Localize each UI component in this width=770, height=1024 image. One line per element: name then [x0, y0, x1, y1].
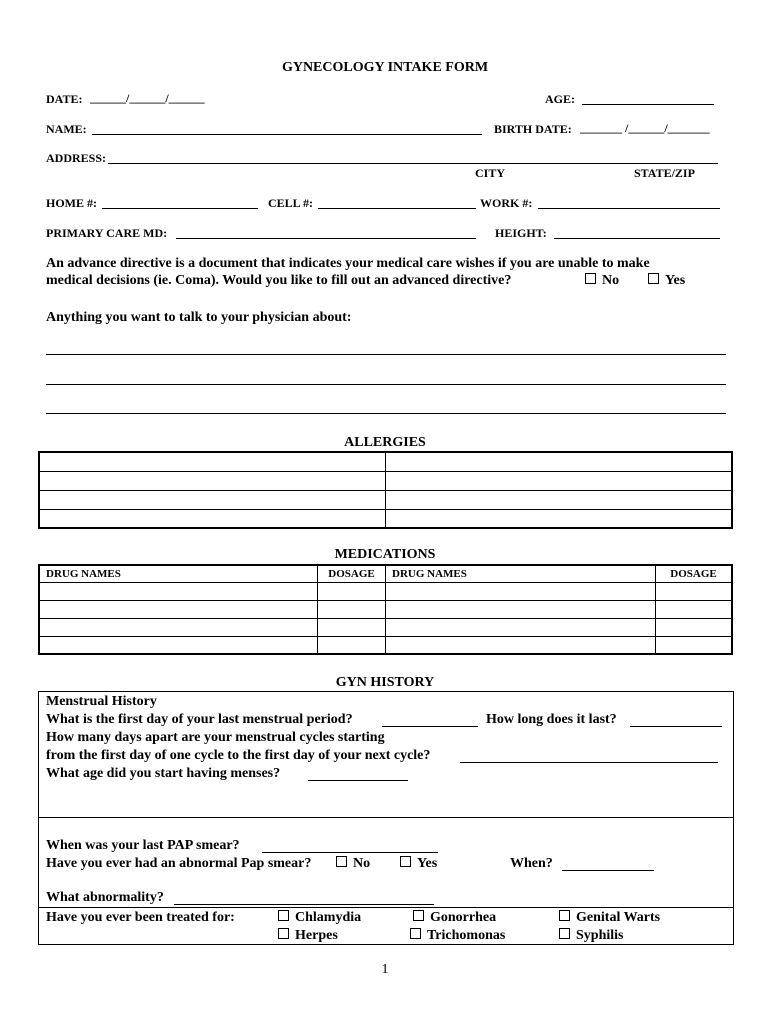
- address-field[interactable]: [108, 163, 718, 164]
- checkbox-icon[interactable]: [410, 928, 421, 939]
- cell-phone-label: CELL #:: [268, 196, 314, 210]
- talk-line-2[interactable]: [46, 384, 726, 385]
- condition-option-trichomonas[interactable]: [410, 928, 505, 944]
- advance-directive-yes-option[interactable]: [648, 273, 685, 289]
- medication-cell[interactable]: [318, 636, 386, 654]
- menses-age-question: What age did you start having menses?: [46, 766, 281, 781]
- allergy-cell[interactable]: [39, 471, 386, 490]
- advance-directive-no-option[interactable]: [585, 273, 619, 289]
- advance-directive-text-1: An advance directive is a document that indicates your medical care wishes if you are unable to make: [46, 256, 650, 271]
- city-label: CITY: [475, 166, 506, 180]
- medication-cell[interactable]: [318, 618, 386, 636]
- talk-line-3[interactable]: [46, 413, 726, 414]
- last-period-question: What is the first day of your last menstrual period?: [46, 712, 353, 727]
- primary-care-field[interactable]: [176, 238, 476, 239]
- condition-label: Gonorrhea: [430, 910, 497, 925]
- medication-cell[interactable]: [656, 600, 733, 618]
- menstrual-history-heading: Menstrual History: [46, 694, 157, 709]
- divider: [38, 907, 733, 908]
- condition-label: Herpes: [295, 928, 338, 943]
- medication-cell[interactable]: [39, 636, 318, 654]
- checkbox-icon[interactable]: [400, 856, 411, 867]
- allergy-cell[interactable]: [39, 509, 386, 528]
- how-long-field[interactable]: [630, 726, 722, 727]
- last-period-field[interactable]: [382, 726, 478, 727]
- days-apart-question-2: from the first day of one cycle to the first day of your next cycle?: [46, 748, 431, 763]
- medication-cell[interactable]: [386, 636, 656, 654]
- allergy-cell[interactable]: [386, 509, 733, 528]
- yes-label: Yes: [665, 273, 686, 288]
- condition-option-herpes[interactable]: [278, 928, 338, 944]
- medication-cell[interactable]: [386, 618, 656, 636]
- last-pap-question: When was your last PAP smear?: [46, 838, 240, 853]
- condition-option-chlamydia[interactable]: [278, 910, 361, 926]
- checkbox-icon[interactable]: [336, 856, 347, 867]
- no-label: No: [602, 273, 620, 288]
- col-header-dosage: DOSAGE: [656, 565, 733, 582]
- col-header-dosage: DOSAGE: [318, 565, 386, 582]
- height-label: HEIGHT:: [495, 226, 547, 240]
- allergy-cell[interactable]: [386, 452, 733, 471]
- what-abnormality-field[interactable]: [174, 904, 434, 905]
- col-header-drug-names: DRUG NAMES: [386, 565, 656, 582]
- primary-care-label: PRIMARY CARE MD:: [46, 226, 168, 240]
- allergy-cell[interactable]: [386, 471, 733, 490]
- date-field[interactable]: ______/______/______: [90, 91, 205, 105]
- state-zip-label: STATE/ZIP: [634, 166, 695, 180]
- name-label: NAME:: [46, 122, 87, 136]
- last-pap-field[interactable]: [262, 852, 438, 853]
- checkbox-icon[interactable]: [559, 928, 570, 939]
- medication-cell[interactable]: [39, 582, 318, 600]
- page-number: 1: [381, 962, 389, 977]
- condition-option-gonorrhea[interactable]: [413, 910, 496, 926]
- name-field[interactable]: [92, 134, 482, 135]
- allergy-cell[interactable]: [39, 490, 386, 509]
- when-field[interactable]: [562, 870, 654, 871]
- abnormal-pap-no-option[interactable]: [336, 856, 370, 872]
- medications-table: [38, 564, 733, 655]
- checkbox-icon[interactable]: [278, 928, 289, 939]
- treated-question: Have you ever been treated for:: [46, 910, 235, 925]
- days-apart-question-1: How many days apart are your menstrual cycles starting: [46, 730, 385, 745]
- menses-age-field[interactable]: [308, 780, 408, 781]
- no-label: No: [353, 856, 371, 871]
- talk-prompt: Anything you want to talk to your physician about:: [46, 310, 352, 325]
- home-phone-field[interactable]: [102, 208, 258, 209]
- condition-label: Trichomonas: [427, 928, 506, 943]
- home-phone-label: HOME #:: [46, 196, 97, 210]
- checkbox-icon[interactable]: [413, 910, 424, 921]
- birth-date-label: BIRTH DATE:: [494, 122, 572, 136]
- what-abnormality-question: What abnormality?: [46, 890, 164, 905]
- days-apart-field[interactable]: [460, 762, 718, 763]
- address-label: ADDRESS:: [46, 151, 107, 165]
- work-phone-field[interactable]: [538, 208, 720, 209]
- page-title: GYNECOLOGY INTAKE FORM: [281, 60, 489, 75]
- abnormal-pap-question: Have you ever had an abnormal Pap smear?: [46, 856, 312, 871]
- condition-option-genital-warts[interactable]: [559, 910, 660, 926]
- medication-cell[interactable]: [386, 600, 656, 618]
- medication-cell[interactable]: [318, 582, 386, 600]
- medications-heading: MEDICATIONS: [334, 547, 436, 562]
- medication-cell[interactable]: [39, 600, 318, 618]
- cell-phone-field[interactable]: [318, 208, 476, 209]
- condition-option-syphilis[interactable]: [559, 928, 623, 944]
- allergies-heading: ALLERGIES: [344, 435, 426, 450]
- checkbox-icon[interactable]: [278, 910, 289, 921]
- height-field[interactable]: [554, 238, 720, 239]
- birth-date-field[interactable]: _______ /______/_______: [580, 121, 710, 135]
- medication-cell[interactable]: [656, 636, 733, 654]
- allergy-cell[interactable]: [386, 490, 733, 509]
- when-label: When?: [510, 856, 553, 871]
- age-field[interactable]: [582, 104, 714, 105]
- checkbox-icon[interactable]: [648, 273, 659, 284]
- medication-cell[interactable]: [386, 582, 656, 600]
- condition-label: Syphilis: [576, 928, 624, 943]
- how-long-question: How long does it last?: [486, 712, 617, 727]
- advance-directive-text-2: medical decisions (ie. Coma). Would you like to fill out an advanced directive?: [46, 273, 512, 288]
- gyn-history-heading: GYN HISTORY: [335, 675, 435, 690]
- allergies-table: [38, 451, 733, 529]
- condition-label: Chlamydia: [295, 910, 362, 925]
- age-label: AGE:: [545, 92, 575, 106]
- condition-label: Genital Warts: [576, 910, 661, 925]
- checkbox-icon[interactable]: [585, 273, 596, 284]
- allergy-cell[interactable]: [39, 452, 386, 471]
- talk-line-1[interactable]: [46, 354, 726, 355]
- medication-cell[interactable]: [318, 600, 386, 618]
- divider: [38, 817, 733, 818]
- medication-cell[interactable]: [656, 618, 733, 636]
- checkbox-icon[interactable]: [559, 910, 570, 921]
- col-header-drug-names: DRUG NAMES: [39, 565, 318, 582]
- date-label: DATE:: [46, 92, 83, 106]
- yes-label: Yes: [417, 856, 438, 871]
- work-phone-label: WORK #:: [480, 196, 533, 210]
- abnormal-pap-yes-option[interactable]: [400, 856, 437, 872]
- medication-cell[interactable]: [656, 582, 733, 600]
- medication-cell[interactable]: [39, 618, 318, 636]
